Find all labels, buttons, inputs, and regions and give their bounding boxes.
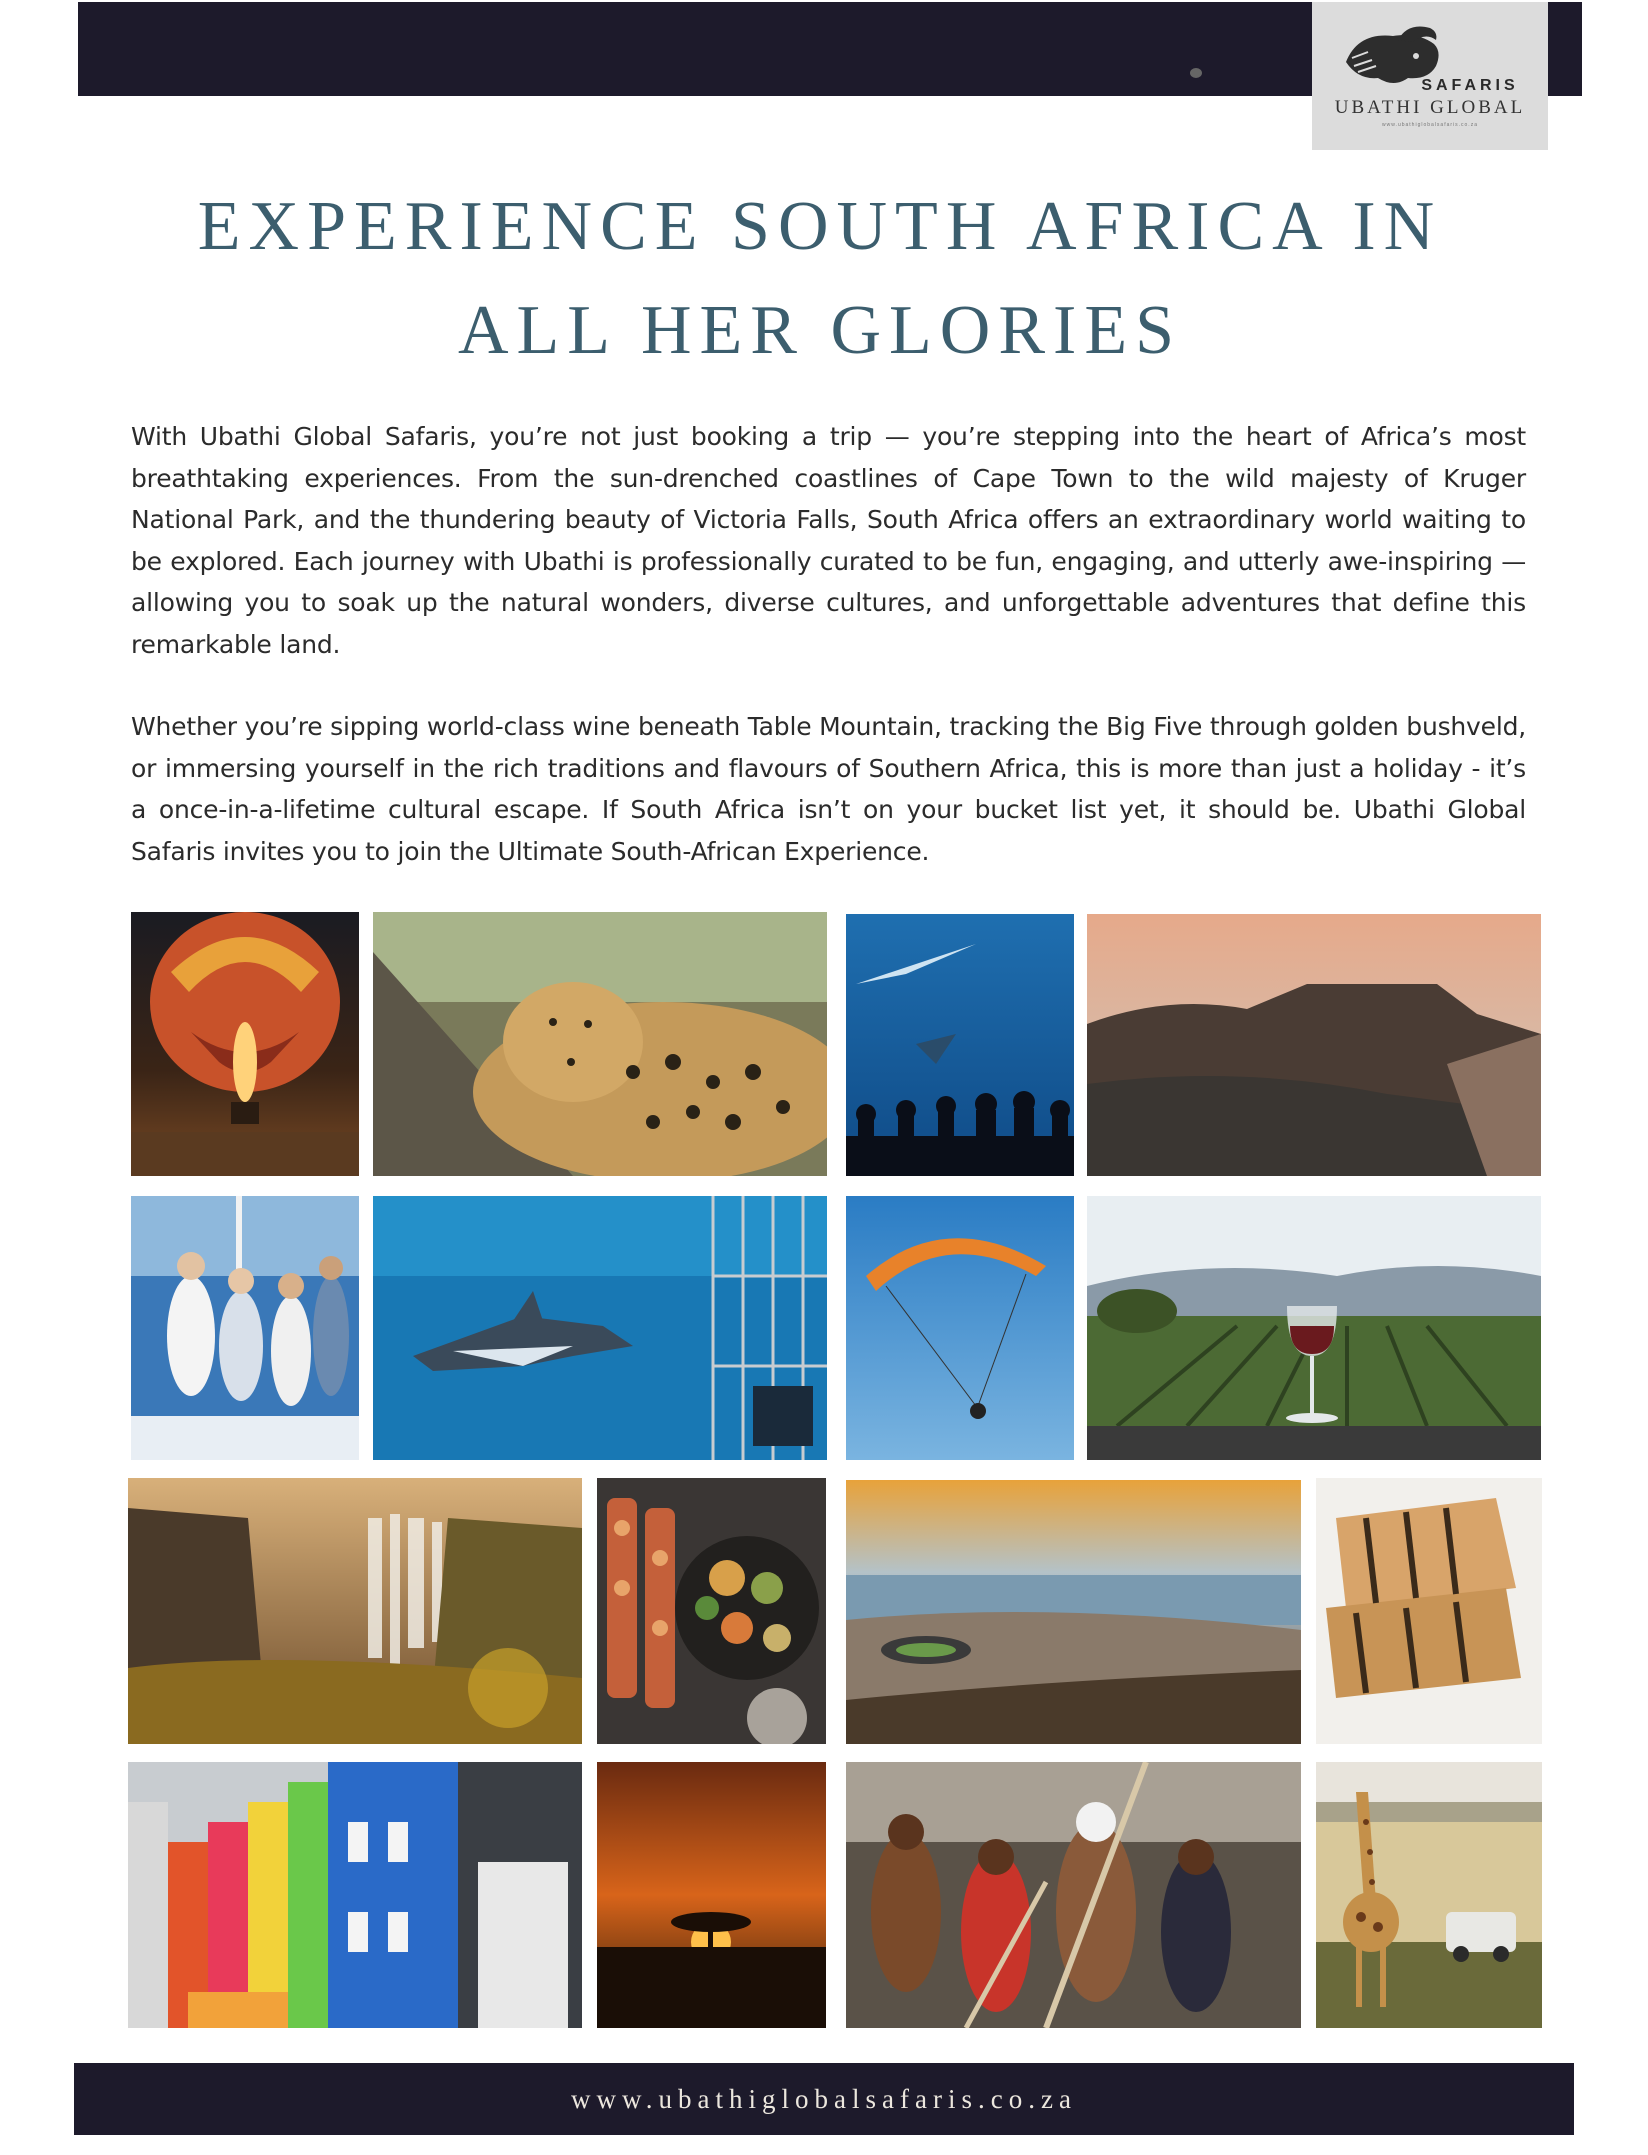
photo-shark-cage-diving (373, 1196, 827, 1460)
logo-name: UBATHI GLOBAL (1334, 97, 1526, 118)
photo-table-mountain (1087, 914, 1541, 1176)
footer-bar (74, 2063, 1574, 2135)
buffalo-icon (1338, 22, 1448, 92)
company-logo (1312, 2, 1548, 150)
photo-sailing-friends (131, 1196, 359, 1460)
title-line-2: ALL HER GLORIES (457, 292, 1183, 369)
photo-leopard (373, 912, 827, 1176)
photo-braai-food (597, 1478, 826, 1744)
second-paragraph: Whether you’re sipping world-class wine beneath Table Mountain, tracking the Big Five through golden bushveld, or immersing yourself in the rich traditions and flavours of Southern Africa, this is more than just a holiday - it’s a once-in-a-lifetime cultural escape. If South Africa isn’t on your bucket list yet, it should be. Ubathi Global Safaris invites you to join the Ultimate South-African Experience. (131, 712, 1526, 866)
photo-giraffe-safari (1316, 1762, 1542, 2028)
photo-cultural-dance (846, 1762, 1301, 2028)
logo-badge: SAFARIS (1421, 77, 1519, 94)
photo-bo-kaap-houses (128, 1762, 582, 2028)
logo-url: www.ubathiglobalsafaris.co.za (1382, 122, 1478, 128)
title-line-1: EXPERIENCE SOUTH AFRICA IN (197, 188, 1443, 265)
photo-hot-air-balloon (131, 912, 359, 1176)
photo-paragliding (846, 1196, 1074, 1460)
photo-grilled-toasties (1316, 1478, 1542, 1744)
photo-victoria-falls (128, 1478, 582, 1744)
intro-paragraph: With Ubathi Global Safaris, you’re not just booking a trip — you’re stepping into the heart of Africa’s most breathtaking experiences. From the sun-drenched coastlines of Cape Town to the wild majesty of Kruger National Park, and the thundering beauty of Victoria Falls, South Africa offers an extraordinary world waiting to be explored. Each journey with Ubathi is professionally curated to be fun, engaging, and utterly awe-inspiring — allowing you to soak up the natural wonders, diverse cultures, and unforgettable adventures that define this remarkable land. (131, 422, 1526, 659)
footer-website-link[interactable]: www.ubathiglobalsafaris.co.za (571, 2083, 1077, 2114)
photo-acacia-sunset (597, 1762, 826, 2028)
scan-dot (1190, 68, 1202, 78)
page-title (100, 175, 1540, 383)
photo-cape-town-skyline (846, 1480, 1301, 1744)
photo-aquarium (846, 914, 1074, 1176)
photo-winelands (1087, 1196, 1541, 1460)
